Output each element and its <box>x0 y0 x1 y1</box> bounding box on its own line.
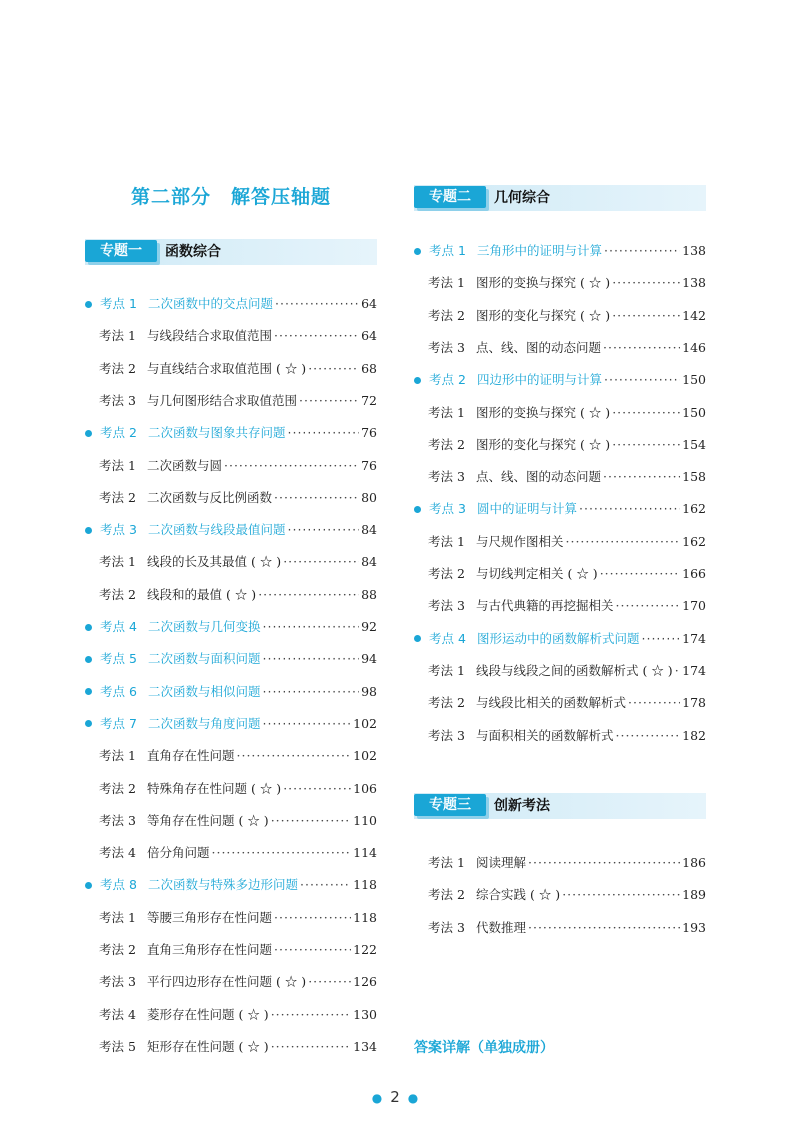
toc-page: 76 <box>361 457 377 473</box>
toc-topic-row <box>85 617 377 637</box>
toc-text: 二次函数与图象共存问题 <box>148 425 286 441</box>
toc-text: 与尺规作图相关 <box>476 533 564 549</box>
bullet-icon <box>85 301 92 308</box>
leader-dots <box>237 746 352 766</box>
toc-topic-row <box>85 875 377 895</box>
toc-label: 考法 1 <box>99 748 136 764</box>
leader-dots <box>528 918 680 938</box>
leader-dots <box>275 294 359 314</box>
toc-label: 考点 8 <box>100 877 137 893</box>
leader-dots <box>562 885 680 905</box>
toc-text: 特殊角存在性问题 ( ☆ ) <box>147 780 282 796</box>
dot-icon: ● <box>407 1091 419 1105</box>
toc-label: 考点 4 <box>100 619 137 634</box>
toc-page: 122 <box>353 942 377 957</box>
toc-page: 76 <box>361 425 377 441</box>
toc-method-row <box>414 661 706 681</box>
toc-text: 二次函数与角度问题 <box>148 715 261 731</box>
toc-method-row <box>414 885 706 905</box>
toc-method-row <box>414 435 706 455</box>
toc-text: 二次函数与反比例函数 <box>147 489 273 505</box>
leader-dots <box>604 370 680 390</box>
toc-label: 考法 1 <box>99 328 136 344</box>
leader-dots <box>642 629 681 649</box>
leader-dots <box>288 423 360 443</box>
toc-label: 考法 1 <box>428 275 465 291</box>
page-number <box>0 1088 790 1106</box>
toc-text: 与切线判定相关 ( ☆ ) <box>476 566 598 581</box>
toc-topic-row <box>414 499 706 519</box>
leader-dots <box>271 1037 351 1057</box>
section-tag: 专题三 <box>414 794 486 816</box>
toc-page: 80 <box>361 489 377 505</box>
toc-method-row <box>414 853 706 873</box>
toc-label: 考法 4 <box>99 845 136 861</box>
toc-method-row <box>85 585 377 605</box>
toc-method-row <box>414 467 706 487</box>
toc-text: 直角存在性问题 <box>147 748 235 764</box>
toc-page: 98 <box>361 683 377 699</box>
toc-page: 193 <box>682 919 706 935</box>
toc-text: 图形运动中的函数解析式问题 <box>477 630 640 646</box>
toc-page: 114 <box>353 845 377 861</box>
toc-text: 二次函数与相似问题 <box>148 683 261 699</box>
page-number-text: 2 <box>390 1088 400 1106</box>
bullet-icon <box>85 688 92 695</box>
toc-label: 考法 3 <box>428 919 465 935</box>
toc-method-row <box>85 1005 377 1025</box>
section-banner <box>85 239 377 265</box>
leader-dots <box>308 359 359 379</box>
toc-page: 110 <box>353 812 377 828</box>
leader-dots <box>288 520 360 540</box>
leader-dots <box>283 779 351 799</box>
leader-dots <box>258 585 359 605</box>
toc-page: 72 <box>361 392 377 408</box>
toc-topic-row <box>85 649 377 669</box>
toc-label: 考法 5 <box>99 1038 136 1054</box>
toc-text: 与直线结合求取值范围 ( ☆ ) <box>147 360 307 376</box>
toc-label: 考法 1 <box>428 662 465 678</box>
toc-page: 64 <box>361 328 377 344</box>
answer-note: 答案详解（单独成册） <box>414 1040 554 1056</box>
toc-label: 考法 3 <box>99 392 136 408</box>
section-name: 创新考法 <box>494 798 550 814</box>
toc-label: 考法 2 <box>99 586 136 602</box>
leader-dots <box>528 853 680 873</box>
toc-text: 图形的变化与探究 ( ☆ ) <box>476 436 611 452</box>
toc-label: 考法 2 <box>99 780 136 796</box>
toc-page: 170 <box>682 598 706 614</box>
toc-text: 综合实践 ( ☆ ) <box>476 887 561 903</box>
toc-label: 考点 2 <box>100 425 137 441</box>
toc-page: 174 <box>682 662 706 678</box>
section-banner <box>414 185 706 211</box>
leader-dots <box>616 596 681 616</box>
toc-topic-row <box>85 714 377 734</box>
toc-label: 考法 2 <box>428 436 465 452</box>
toc-text: 矩形存在性问题 ( ☆ ) <box>147 1038 269 1054</box>
toc-text: 圆中的证明与计算 <box>477 501 578 517</box>
toc-method-row <box>414 564 706 584</box>
toc-topic-row <box>85 520 377 540</box>
toc-label: 考点 6 <box>100 683 137 699</box>
toc-text: 与线段比相关的函数解析式 <box>476 695 627 711</box>
leader-dots <box>612 306 680 326</box>
toc-method-row <box>85 488 377 508</box>
toc-text: 点、线、图的动态问题 <box>476 469 602 485</box>
toc-label: 考法 3 <box>428 598 465 614</box>
toc-method-row <box>85 811 377 831</box>
leader-dots <box>274 326 359 346</box>
toc-page: 189 <box>682 887 706 903</box>
toc-topic-row <box>414 241 706 261</box>
toc-text: 与古代典籍的再挖掘相关 <box>476 598 614 614</box>
toc-page: 106 <box>353 780 377 796</box>
toc-text: 二次函数与特殊多边形问题 <box>148 877 299 893</box>
toc-method-row <box>85 908 377 928</box>
toc-page: 186 <box>682 855 706 870</box>
toc-text: 线段与线段之间的函数解析式 ( ☆ ) <box>476 662 673 678</box>
leader-dots <box>603 338 680 358</box>
toc-text: 图形的变化与探究 ( ☆ ) <box>476 307 611 323</box>
leader-dots <box>224 456 359 476</box>
toc-method-row <box>85 456 377 476</box>
toc-method-row <box>414 596 706 616</box>
leader-dots <box>212 843 352 863</box>
toc-topic-row <box>85 423 377 443</box>
leader-dots <box>675 661 680 681</box>
leader-dots <box>300 875 351 895</box>
toc-text: 菱形存在性问题 ( ☆ ) <box>147 1006 269 1022</box>
bullet-icon <box>414 248 421 255</box>
toc-label: 考法 1 <box>428 533 465 549</box>
bullet-icon <box>85 527 92 534</box>
toc-label: 考点 5 <box>100 651 137 667</box>
leader-dots <box>274 908 351 928</box>
leader-dots <box>283 552 359 572</box>
toc-label: 考法 1 <box>428 404 465 420</box>
toc-text: 平行四边形存在性问题 ( ☆ ) <box>147 974 307 990</box>
toc-text: 代数推理 <box>476 919 527 935</box>
dot-icon: ● <box>371 1091 383 1105</box>
toc-page: 158 <box>682 469 706 485</box>
toc-label: 考点 1 <box>429 243 466 258</box>
toc-page: 162 <box>682 533 706 549</box>
toc-method-row <box>85 359 377 379</box>
toc-label: 考法 3 <box>99 812 136 828</box>
toc-label: 考点 7 <box>100 715 137 731</box>
toc-page: 146 <box>682 339 706 355</box>
toc-page: 138 <box>682 275 706 291</box>
leader-dots <box>616 726 681 746</box>
toc-text: 二次函数中的交点问题 <box>148 296 274 311</box>
leader-dots <box>612 273 680 293</box>
toc-method-row <box>85 1037 377 1057</box>
toc-label: 考点 1 <box>100 296 137 311</box>
leader-dots <box>263 617 360 637</box>
bullet-icon <box>85 882 92 889</box>
leader-dots <box>299 391 359 411</box>
toc-method-row <box>414 532 706 552</box>
toc-page: 102 <box>353 748 377 764</box>
toc-page: 92 <box>361 619 377 634</box>
toc-label: 考法 2 <box>428 695 465 711</box>
toc-label: 考法 2 <box>428 307 465 323</box>
toc-text: 直角三角形存在性问题 <box>147 942 273 957</box>
section-name: 几何综合 <box>494 190 550 206</box>
toc-text: 与线段结合求取值范围 <box>147 328 273 344</box>
toc-page: 142 <box>682 307 706 323</box>
toc-text: 等腰三角形存在性问题 <box>147 909 273 925</box>
toc-text: 图形的变换与探究 ( ☆ ) <box>476 275 611 291</box>
toc-method-row <box>414 693 706 713</box>
toc-label: 考点 4 <box>429 630 466 646</box>
toc-method-row <box>414 306 706 326</box>
toc-page: 84 <box>361 522 377 538</box>
toc-text: 倍分角问题 <box>147 845 210 861</box>
bullet-icon <box>85 430 92 437</box>
toc-method-row <box>414 273 706 293</box>
section-name: 函数综合 <box>165 244 221 260</box>
leader-dots <box>604 241 680 261</box>
leader-dots <box>600 564 680 584</box>
toc-text: 阅读理解 <box>476 855 527 870</box>
toc-topic-row <box>85 682 377 702</box>
toc-page: 118 <box>353 877 377 893</box>
toc-page: 88 <box>361 586 377 602</box>
toc-label: 考法 2 <box>428 887 465 903</box>
leader-dots <box>271 1005 351 1025</box>
toc-label: 考点 3 <box>100 522 137 538</box>
toc-text: 二次函数与线段最值问题 <box>148 522 286 538</box>
toc-method-row <box>414 403 706 423</box>
toc-topic-row <box>85 294 377 314</box>
toc-text: 等角存在性问题 ( ☆ ) <box>147 812 269 828</box>
section-banner-innovation <box>414 793 706 819</box>
toc-page: 118 <box>353 909 377 925</box>
toc-page: 94 <box>361 651 377 667</box>
toc-page: 182 <box>682 727 706 743</box>
toc-page: 150 <box>682 372 706 388</box>
toc-label: 考法 3 <box>428 469 465 485</box>
toc-label: 考法 2 <box>99 360 136 376</box>
bullet-icon <box>414 377 421 384</box>
toc-page: 130 <box>353 1006 377 1022</box>
toc-text: 二次函数与面积问题 <box>148 651 261 667</box>
toc-method-row <box>414 338 706 358</box>
leader-dots <box>579 499 680 519</box>
toc-text: 图形的变换与探究 ( ☆ ) <box>476 404 611 420</box>
toc-method-row <box>85 391 377 411</box>
part-title: 第二部分 解答压轴题 <box>130 186 331 208</box>
toc-label: 考法 2 <box>428 566 465 581</box>
leader-dots <box>308 972 351 992</box>
toc-method-row <box>85 940 377 960</box>
section-tag: 专题一 <box>85 240 157 262</box>
toc-label: 考法 3 <box>99 974 136 990</box>
toc-page: 68 <box>361 360 377 376</box>
bullet-icon <box>414 635 421 642</box>
toc-label: 考法 2 <box>99 489 136 505</box>
toc-page: 150 <box>682 404 706 420</box>
toc-text: 与面积相关的函数解析式 <box>476 727 614 743</box>
leader-dots <box>263 714 352 734</box>
toc-text: 与几何图形结合求取值范围 <box>147 392 298 408</box>
toc-text: 线段和的最值 ( ☆ ) <box>147 586 257 602</box>
toc-topic-row <box>414 629 706 649</box>
toc-page: 134 <box>353 1038 377 1054</box>
toc-method-row <box>85 552 377 572</box>
leader-dots <box>263 682 360 702</box>
leader-dots <box>274 940 351 960</box>
toc-page: 84 <box>361 554 377 570</box>
bullet-icon <box>414 506 421 513</box>
toc-label: 考法 1 <box>99 554 136 570</box>
toc-page: 138 <box>682 243 706 258</box>
leader-dots <box>566 532 681 552</box>
toc-page: 178 <box>682 695 706 711</box>
toc-label: 考法 1 <box>428 855 465 870</box>
toc-method-row <box>85 843 377 863</box>
bullet-icon <box>85 624 92 631</box>
toc-method-row <box>85 746 377 766</box>
leader-dots <box>628 693 680 713</box>
toc-method-row <box>85 779 377 799</box>
leader-dots <box>603 467 680 487</box>
toc-label: 考法 3 <box>428 727 465 743</box>
toc-label: 考点 3 <box>429 501 466 517</box>
toc-method-row <box>85 326 377 346</box>
toc-method-row <box>414 918 706 938</box>
toc-label: 考法 2 <box>99 942 136 957</box>
toc-page: 126 <box>353 974 377 990</box>
toc-text: 点、线、图的动态问题 <box>476 339 602 355</box>
toc-text: 二次函数与圆 <box>147 457 223 473</box>
toc-label: 考法 1 <box>99 457 136 473</box>
section-tag: 专题二 <box>414 186 486 208</box>
leader-dots <box>612 403 680 423</box>
toc-text: 线段的长及其最值 ( ☆ ) <box>147 554 282 570</box>
leader-dots <box>274 488 359 508</box>
toc-page: 174 <box>682 630 706 646</box>
toc-label: 考法 3 <box>428 339 465 355</box>
toc-page: 166 <box>682 566 706 581</box>
toc-method-row <box>85 972 377 992</box>
toc-label: 考法 4 <box>99 1006 136 1022</box>
toc-topic-row <box>414 370 706 390</box>
leader-dots <box>263 649 360 669</box>
toc-page: 154 <box>682 436 706 452</box>
toc-page: 162 <box>682 501 706 517</box>
toc-method-row <box>414 726 706 746</box>
toc-page: 102 <box>353 715 377 731</box>
toc-text: 四边形中的证明与计算 <box>477 372 603 388</box>
leader-dots <box>612 435 680 455</box>
toc-text: 三角形中的证明与计算 <box>477 243 603 258</box>
toc-text: 二次函数与几何变换 <box>148 619 261 634</box>
bullet-icon <box>85 720 92 727</box>
bullet-icon <box>85 656 92 663</box>
leader-dots <box>271 811 351 831</box>
toc-page: 64 <box>361 296 377 311</box>
toc-label: 考法 1 <box>99 909 136 925</box>
toc-label: 考点 2 <box>429 372 466 388</box>
